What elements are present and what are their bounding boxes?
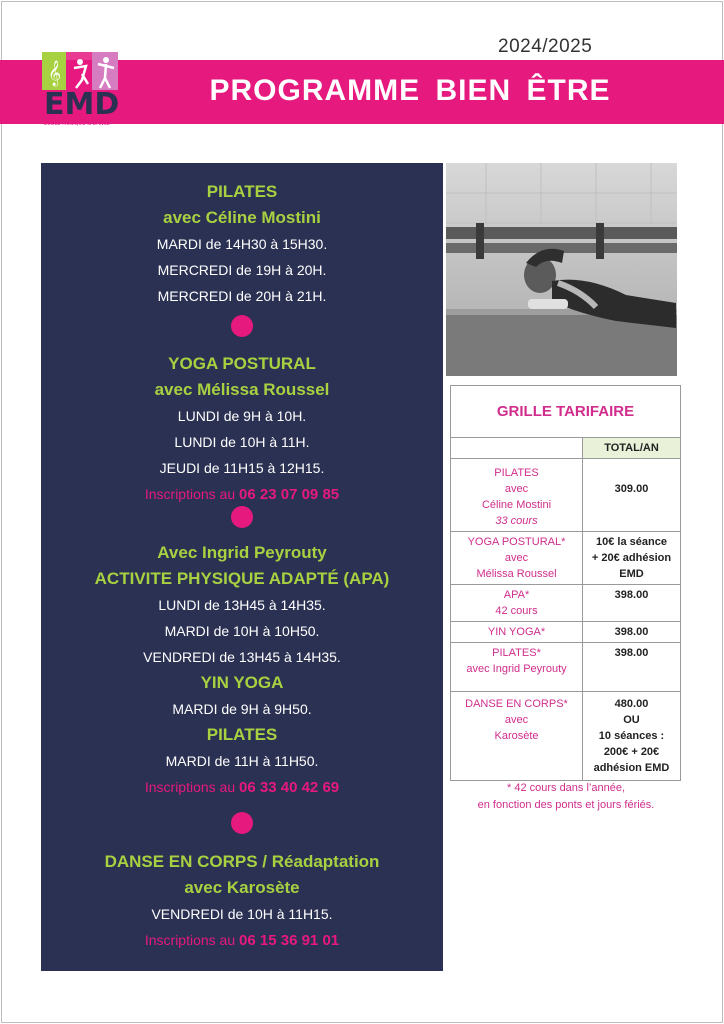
value-line: OU [623, 714, 640, 726]
inscription-label: Inscriptions au [144, 486, 240, 502]
yoga-phone[interactable]: 06 23 07 09 85 [239, 486, 340, 503]
label-line: PILATES [494, 467, 539, 479]
label-line: DANSE EN CORPS* [465, 698, 568, 710]
schedule-line: MERCREDI de 19H à 20H. [157, 262, 327, 278]
svg-text:ÉCOLE MUSIQUE & DANSE: ÉCOLE MUSIQUE & DANSE [44, 121, 110, 127]
pricing-value [583, 585, 681, 622]
separator-dot [231, 812, 253, 834]
inscription-label: Inscriptions au [144, 932, 240, 948]
label-line: 33 cours [495, 515, 538, 527]
pilates-celine-section [41, 179, 443, 309]
pricing-label [451, 532, 583, 585]
label-line: avec Ingrid Peyrouty [466, 663, 567, 675]
pricing-value [583, 692, 681, 781]
inscription-label: Inscriptions au [144, 779, 240, 795]
danse-phone[interactable]: 06 15 36 91 01 [239, 932, 340, 949]
label-line: PILATES* [492, 647, 541, 659]
pricing-value [583, 532, 681, 585]
pilates-title: PILATES [206, 182, 278, 201]
footnote-line: * 42 cours dans l’année, [506, 782, 626, 794]
value-line: 10€ la séance [596, 536, 667, 548]
label-line: 42 cours [495, 605, 538, 617]
schedule-line: MARDI de 14H30 à 15H30. [156, 236, 328, 252]
yoga-teacher: avec Mélissa Roussel [154, 380, 330, 399]
label-line: Karosète [494, 730, 539, 742]
yoga-title: YOGA POSTURAL [168, 354, 316, 373]
pricing-value [583, 459, 681, 532]
label-line: Céline Mostini [481, 499, 552, 511]
pricing-label [451, 585, 583, 622]
label-line: avec [504, 552, 529, 564]
schedule-line: JEUDI de 11H15 à 12H15. [159, 460, 325, 476]
apa-inscription [41, 774, 443, 801]
pricing-row [451, 459, 681, 532]
pricing-label [451, 459, 583, 532]
label-line: YIN YOGA* [487, 626, 546, 638]
schedule-line: LUNDI de 9H à 10H. [177, 408, 307, 424]
footnote-line: en fonction des ponts et jours fériés. [477, 799, 655, 811]
page-title: PROGRAMME BIEN ÊTRE [209, 74, 611, 107]
schedule-line: LUNDI de 13H45 à 14H35. [158, 597, 326, 613]
apa-title: ACTIVITE PHYSIQUE ADAPTÉ (APA) [94, 569, 390, 588]
season-year: 2024/2025 [498, 36, 593, 57]
pricing-table [450, 385, 681, 781]
emd-logo [38, 50, 124, 130]
value-line: 398.00 [614, 647, 649, 659]
value-line: adhésion EMD [593, 762, 670, 774]
svg-text:EMD: EMD [44, 87, 120, 122]
pricing-header-empty [451, 438, 583, 459]
label-line: Mélissa Roussel [476, 568, 557, 580]
value-line: 398.00 [614, 626, 649, 638]
pricing-label [451, 643, 583, 692]
value-line: EMD [619, 568, 644, 580]
pricing-row [451, 643, 681, 692]
apa-teacher: Avec Ingrid Peyrouty [157, 543, 327, 562]
pricing-title: GRILLE TARIFAIRE [451, 386, 681, 438]
pricing-row [451, 622, 681, 643]
value-line: 309.00 [614, 483, 649, 495]
schedule-line: MERCREDI de 20H à 21H. [157, 288, 327, 304]
yoga-postural-section [41, 351, 443, 508]
yin-yoga-title: YIN YOGA [200, 673, 284, 692]
pricing-row [451, 585, 681, 622]
schedule-line: VENDREDI de 13H45 à 14H35. [143, 649, 341, 665]
schedule-line: VENDREDI de 10H à 11H15. [151, 906, 333, 922]
label-line: APA* [503, 589, 530, 601]
label-line: avec [504, 714, 529, 726]
pricing-value [583, 643, 681, 692]
pricing-row [451, 692, 681, 781]
pricing-label [451, 692, 583, 781]
danse-section [41, 849, 443, 954]
value-line: 200€ + 20€ [603, 746, 660, 758]
apa-section [41, 540, 443, 801]
apa-phone[interactable]: 06 33 40 42 69 [239, 779, 340, 796]
separator-dot [231, 315, 253, 337]
pricing-label [451, 622, 583, 643]
pricing-row [451, 532, 681, 585]
schedule-panel [41, 163, 443, 971]
yoga-woman-photo [446, 163, 677, 376]
pricing-footnote [448, 780, 684, 814]
pilates-ingrid-title: PILATES [206, 725, 278, 744]
separator-dot [231, 506, 253, 528]
danse-teacher: avec Karosète [184, 878, 300, 897]
pricing-column-header: TOTAL/AN [583, 438, 681, 459]
value-line: 480.00 [614, 698, 649, 710]
pricing-value [583, 622, 681, 643]
pilates-teacher: avec Céline Mostini [163, 208, 321, 227]
value-line: 398.00 [614, 589, 649, 601]
label-line: YOGA POSTURAL* [467, 536, 566, 548]
schedule-line: MARDI de 10H à 10H50. [164, 623, 320, 639]
schedule-line: LUNDI de 10H à 11H. [174, 434, 310, 450]
label-line: avec [504, 483, 529, 495]
value-line: 10 séances : [598, 730, 665, 742]
value-line: + 20€ adhésion [591, 552, 672, 564]
schedule-line: MARDI de 11H à 11H50. [165, 753, 319, 769]
yoga-inscription [41, 481, 443, 508]
svg-text:𝄞: 𝄞 [48, 61, 62, 86]
danse-title: DANSE EN CORPS / Réadaptation [104, 852, 380, 871]
schedule-line: MARDI de 9H à 9H50. [172, 701, 312, 717]
danse-inscription [41, 927, 443, 954]
